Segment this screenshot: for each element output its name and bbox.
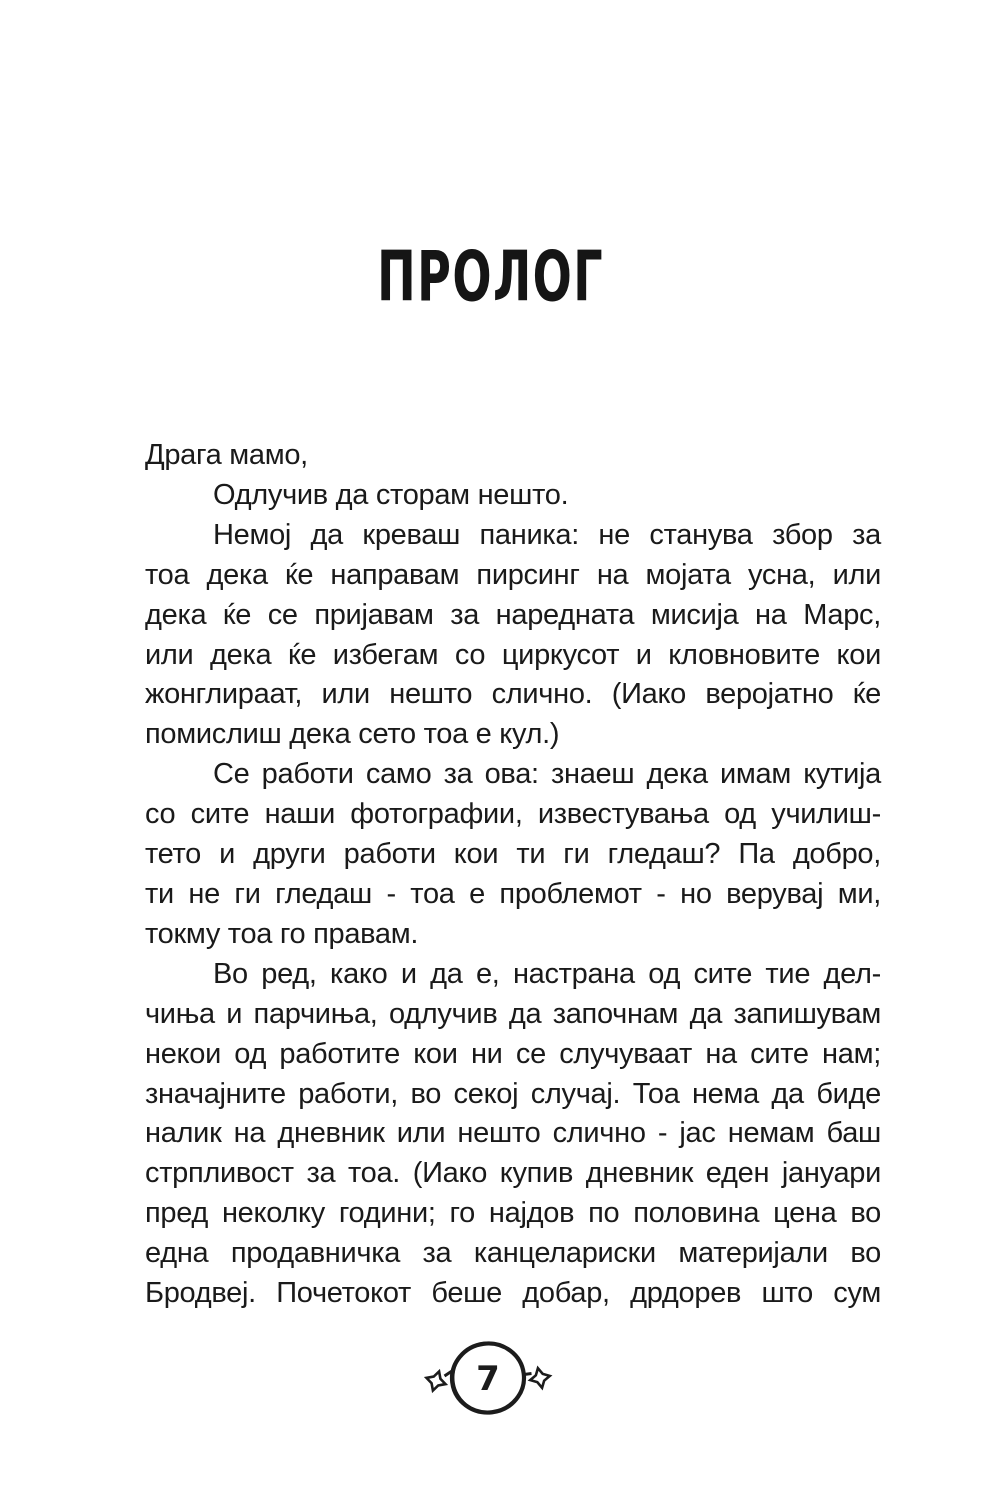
- right-star-icon: [528, 1366, 552, 1390]
- text-line: со сите наши фотографии, известувања од училиш-: [145, 798, 881, 831]
- chapter-title: [0, 238, 982, 318]
- text-line: пред неколку години; го најдов по половина цена во: [145, 1197, 881, 1230]
- text-line: чиња и парчиња, одлучив да започнам да запишувам: [145, 997, 881, 1030]
- text-line: Одлучив да сторам нешто.: [213, 478, 569, 511]
- text-line: Драга мамо,: [145, 439, 308, 471]
- text-line: значајните работи, во секој случај. Тоа нема да биде: [145, 1077, 881, 1110]
- text-line: помислиш дека сето тоа е кул.): [145, 718, 560, 751]
- text-line: Немој да креваш паника: не станува збор за: [213, 518, 881, 551]
- text-line: налик на дневник или нешто слично - јас немам баш: [145, 1117, 881, 1150]
- text-line: дека ќе се пријавам за наредната мисија на Марс,: [145, 598, 881, 631]
- text-line: некои од работите кои ни се случуваат на сите нам;: [145, 1037, 881, 1070]
- right-connector-line: [524, 1374, 532, 1375]
- page-number: 7: [476, 1359, 500, 1399]
- text-line: жонглираат, или нешто слично. (Иако веројатно ќе: [145, 678, 881, 711]
- text-line: токму тоа го правам.: [145, 917, 419, 950]
- text-line: ти не ги гледаш - тоа е проблемот - но верувај ми,: [145, 877, 881, 910]
- left-star-icon: [423, 1368, 448, 1393]
- chapter-title-text: ПРОЛОГ: [377, 238, 605, 318]
- text-line: една продавничка за канцелариски материјали во: [145, 1237, 881, 1270]
- text-line: тето и други работи кои ти ги гледаш? Па добро,: [145, 838, 881, 871]
- page-number-ornament: [421, 1330, 561, 1426]
- text-line: стрпливост за тоа. (Иако купив дневник еден јануари: [145, 1157, 881, 1190]
- text-line: Во ред, како и да е, настрана од сите тие дел-: [213, 957, 881, 990]
- letter-body: [145, 436, 881, 1314]
- text-line: или дека ќе избегам со циркусот и кловновите кои: [145, 638, 881, 671]
- text-line: Се работи само за ова: знаеш дека имам кутија: [213, 758, 881, 791]
- text-line: тоа дека ќе направам пирсинг на мојата усна, или: [145, 558, 881, 591]
- text-line: Бродвеј. Почетокот беше добар, дрдорев што сум: [145, 1277, 881, 1310]
